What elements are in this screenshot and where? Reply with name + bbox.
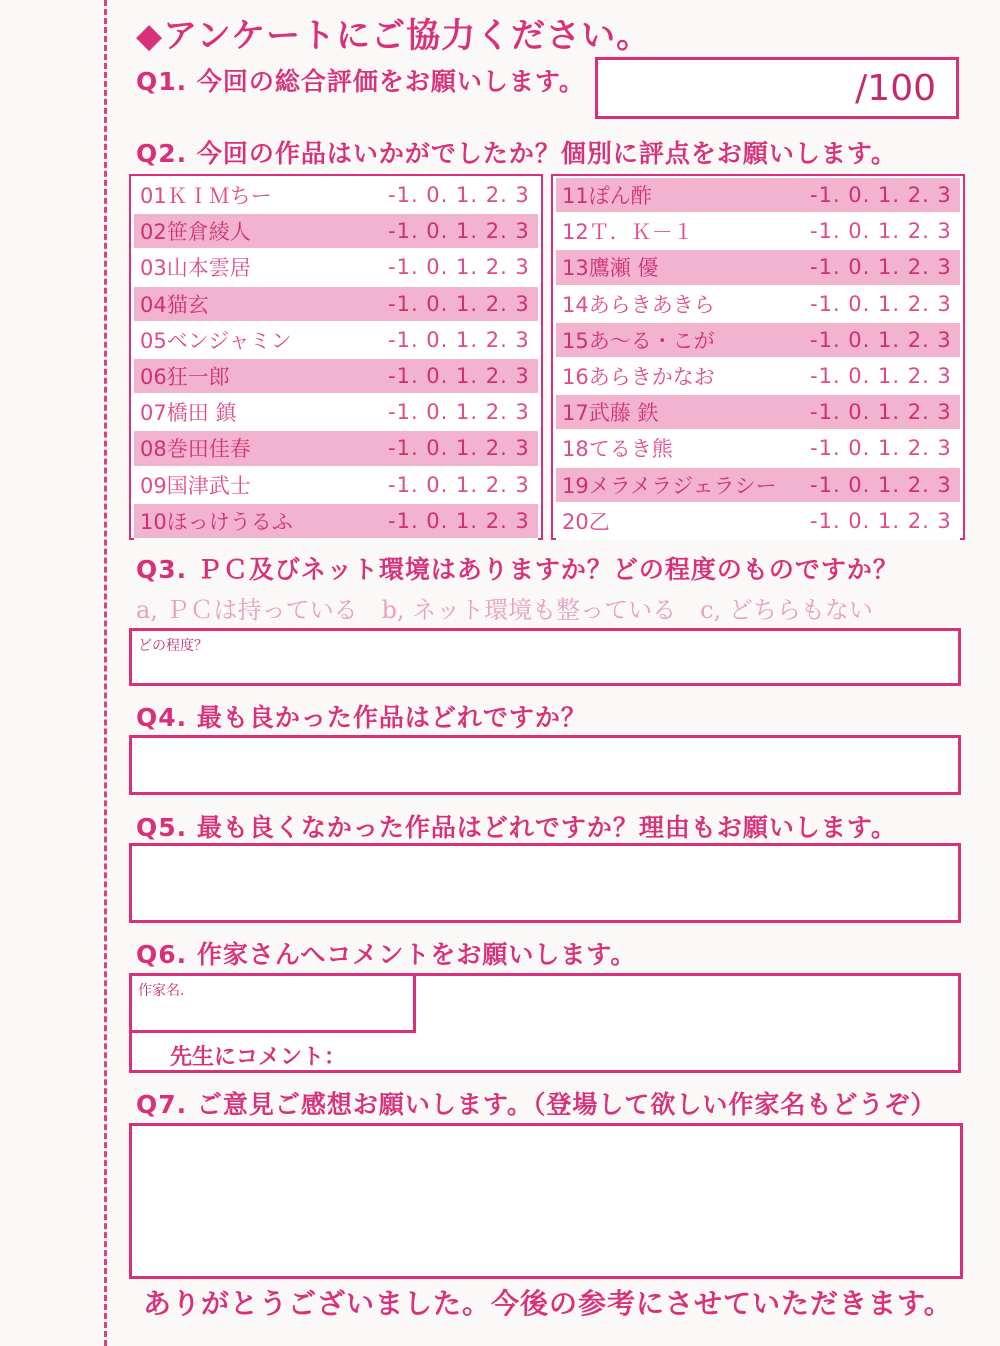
rating-row [556, 287, 960, 323]
author-name: 10ほっけうるふ [140, 509, 293, 534]
rating-row [134, 250, 538, 286]
author-name: 06狂一郎 [140, 365, 230, 390]
rating-row [556, 468, 960, 504]
rating-scale[interactable]: -1. 0. 1. 2. 3 [810, 400, 952, 425]
rating-row [134, 468, 538, 504]
q5-answer-box[interactable] [129, 843, 961, 923]
total-score-field[interactable] [595, 57, 959, 119]
author-name: 04猫玄 [140, 292, 209, 317]
rating-scale[interactable]: -1. 0. 1. 2. 3 [388, 508, 530, 533]
cut-line [104, 0, 107, 1346]
q3-label: Q3. ＰＣ及びネット環境はありますか？どの程度のものですか？ [136, 555, 899, 584]
rating-row [556, 504, 960, 540]
q2-label: Q2. 今回の作品はいかがでしたか？個別に評点をお願いします。 [136, 139, 897, 168]
q4-answer-box[interactable] [129, 735, 961, 795]
rating-row [556, 178, 960, 214]
rating-scale[interactable]: -1. 0. 1. 2. 3 [810, 436, 952, 461]
author-name: 13鷹瀬 優 [562, 256, 659, 281]
author-name: 08巻田佳春 [140, 437, 251, 462]
rating-scale[interactable]: -1. 0. 1. 2. 3 [388, 291, 530, 316]
q7-answer-box[interactable] [129, 1123, 963, 1279]
rating-row [134, 359, 538, 395]
q5-label: Q5. 最も良くなかった作品はどれですか？理由もお願いします。 [136, 813, 897, 842]
rating-scale[interactable]: -1. 0. 1. 2. 3 [810, 327, 952, 352]
rating-table-right [551, 174, 965, 540]
q3-box-label: どの程度？ [138, 638, 208, 654]
rating-row [556, 214, 960, 250]
score-suffix: /100 [855, 68, 936, 109]
rating-scale[interactable]: -1. 0. 1. 2. 3 [810, 219, 952, 244]
author-name: 03山本雲居 [140, 256, 251, 281]
rating-scale[interactable]: -1. 0. 1. 2. 3 [810, 255, 952, 280]
q1-label: Q1. 今回の総合評価をお願いします。 [136, 67, 585, 96]
rating-table-left [129, 174, 543, 540]
author-name: 18てるき熊 [562, 437, 673, 462]
rating-row [556, 431, 960, 467]
author-name: 14あらきあきら [562, 292, 715, 317]
rating-scale[interactable]: -1. 0. 1. 2. 3 [388, 436, 530, 461]
rating-scale[interactable]: -1. 0. 1. 2. 3 [810, 183, 952, 208]
author-name: 19メラメラジェラシー [562, 473, 777, 498]
rating-row [134, 395, 538, 431]
rating-row [556, 323, 960, 359]
rating-scale[interactable]: -1. 0. 1. 2. 3 [388, 219, 530, 244]
author-name: 05ベンジャミン [140, 328, 292, 353]
rating-scale[interactable]: -1. 0. 1. 2. 3 [810, 472, 952, 497]
q6-comment-label: 先生にコメント： [170, 1045, 347, 1070]
rating-row [134, 287, 538, 323]
rating-row [556, 250, 960, 286]
q4-label: Q4. 最も良かった作品はどれですか？ [136, 703, 587, 732]
rating-row [134, 504, 538, 540]
q7-label: Q7. ご意見ご感想お願いします。（登場して欲しい作家名もどうぞ） [136, 1090, 937, 1119]
author-name: 17武藤 鉄 [562, 401, 659, 426]
rating-row [134, 431, 538, 467]
rating-scale[interactable]: -1. 0. 1. 2. 3 [388, 472, 530, 497]
rating-scale[interactable]: -1. 0. 1. 2. 3 [388, 364, 530, 389]
rating-scale[interactable]: -1. 0. 1. 2. 3 [388, 255, 530, 280]
q3-answer-box[interactable] [129, 628, 961, 686]
q6-author-label: 作家名. [138, 983, 185, 999]
q6-label: Q6. 作家さんへコメントをお願いします。 [136, 940, 637, 969]
author-name: 16あらきかなお [562, 365, 715, 390]
author-name: 15あ～る・こが [562, 328, 715, 353]
rating-scale[interactable]: -1. 0. 1. 2. 3 [810, 364, 952, 389]
rating-scale[interactable]: -1. 0. 1. 2. 3 [810, 291, 952, 316]
thanks-message: ありがとうございました。今後の参考にさせていただきます。 [143, 1287, 953, 1320]
author-name: 12Ｔ．Ｋ－１ [562, 220, 694, 245]
rating-row [134, 323, 538, 359]
author-name: 20乙 [562, 509, 610, 534]
rating-scale[interactable]: -1. 0. 1. 2. 3 [810, 508, 952, 533]
rating-scale[interactable]: -1. 0. 1. 2. 3 [388, 327, 530, 352]
rating-row [134, 178, 538, 214]
author-name: 11ぽん酢 [562, 184, 652, 209]
q6-author-field[interactable] [129, 973, 416, 1033]
author-name: 07橋田 鎮 [140, 401, 237, 426]
author-name: 01ＫＩＭちー [140, 184, 272, 209]
author-name: 02笹倉綾人 [140, 220, 251, 245]
rating-scale[interactable]: -1. 0. 1. 2. 3 [388, 400, 530, 425]
rating-scale[interactable]: -1. 0. 1. 2. 3 [388, 183, 530, 208]
rating-row [556, 359, 960, 395]
author-name: 09国津武士 [140, 473, 251, 498]
q3-options: a, ＰＣは持っている b, ネット環境も整っている c, どちらもない [136, 596, 873, 624]
rating-row [556, 395, 960, 431]
rating-row [134, 214, 538, 250]
survey-heading: ◆アンケートにご協力ください。 [136, 16, 652, 56]
